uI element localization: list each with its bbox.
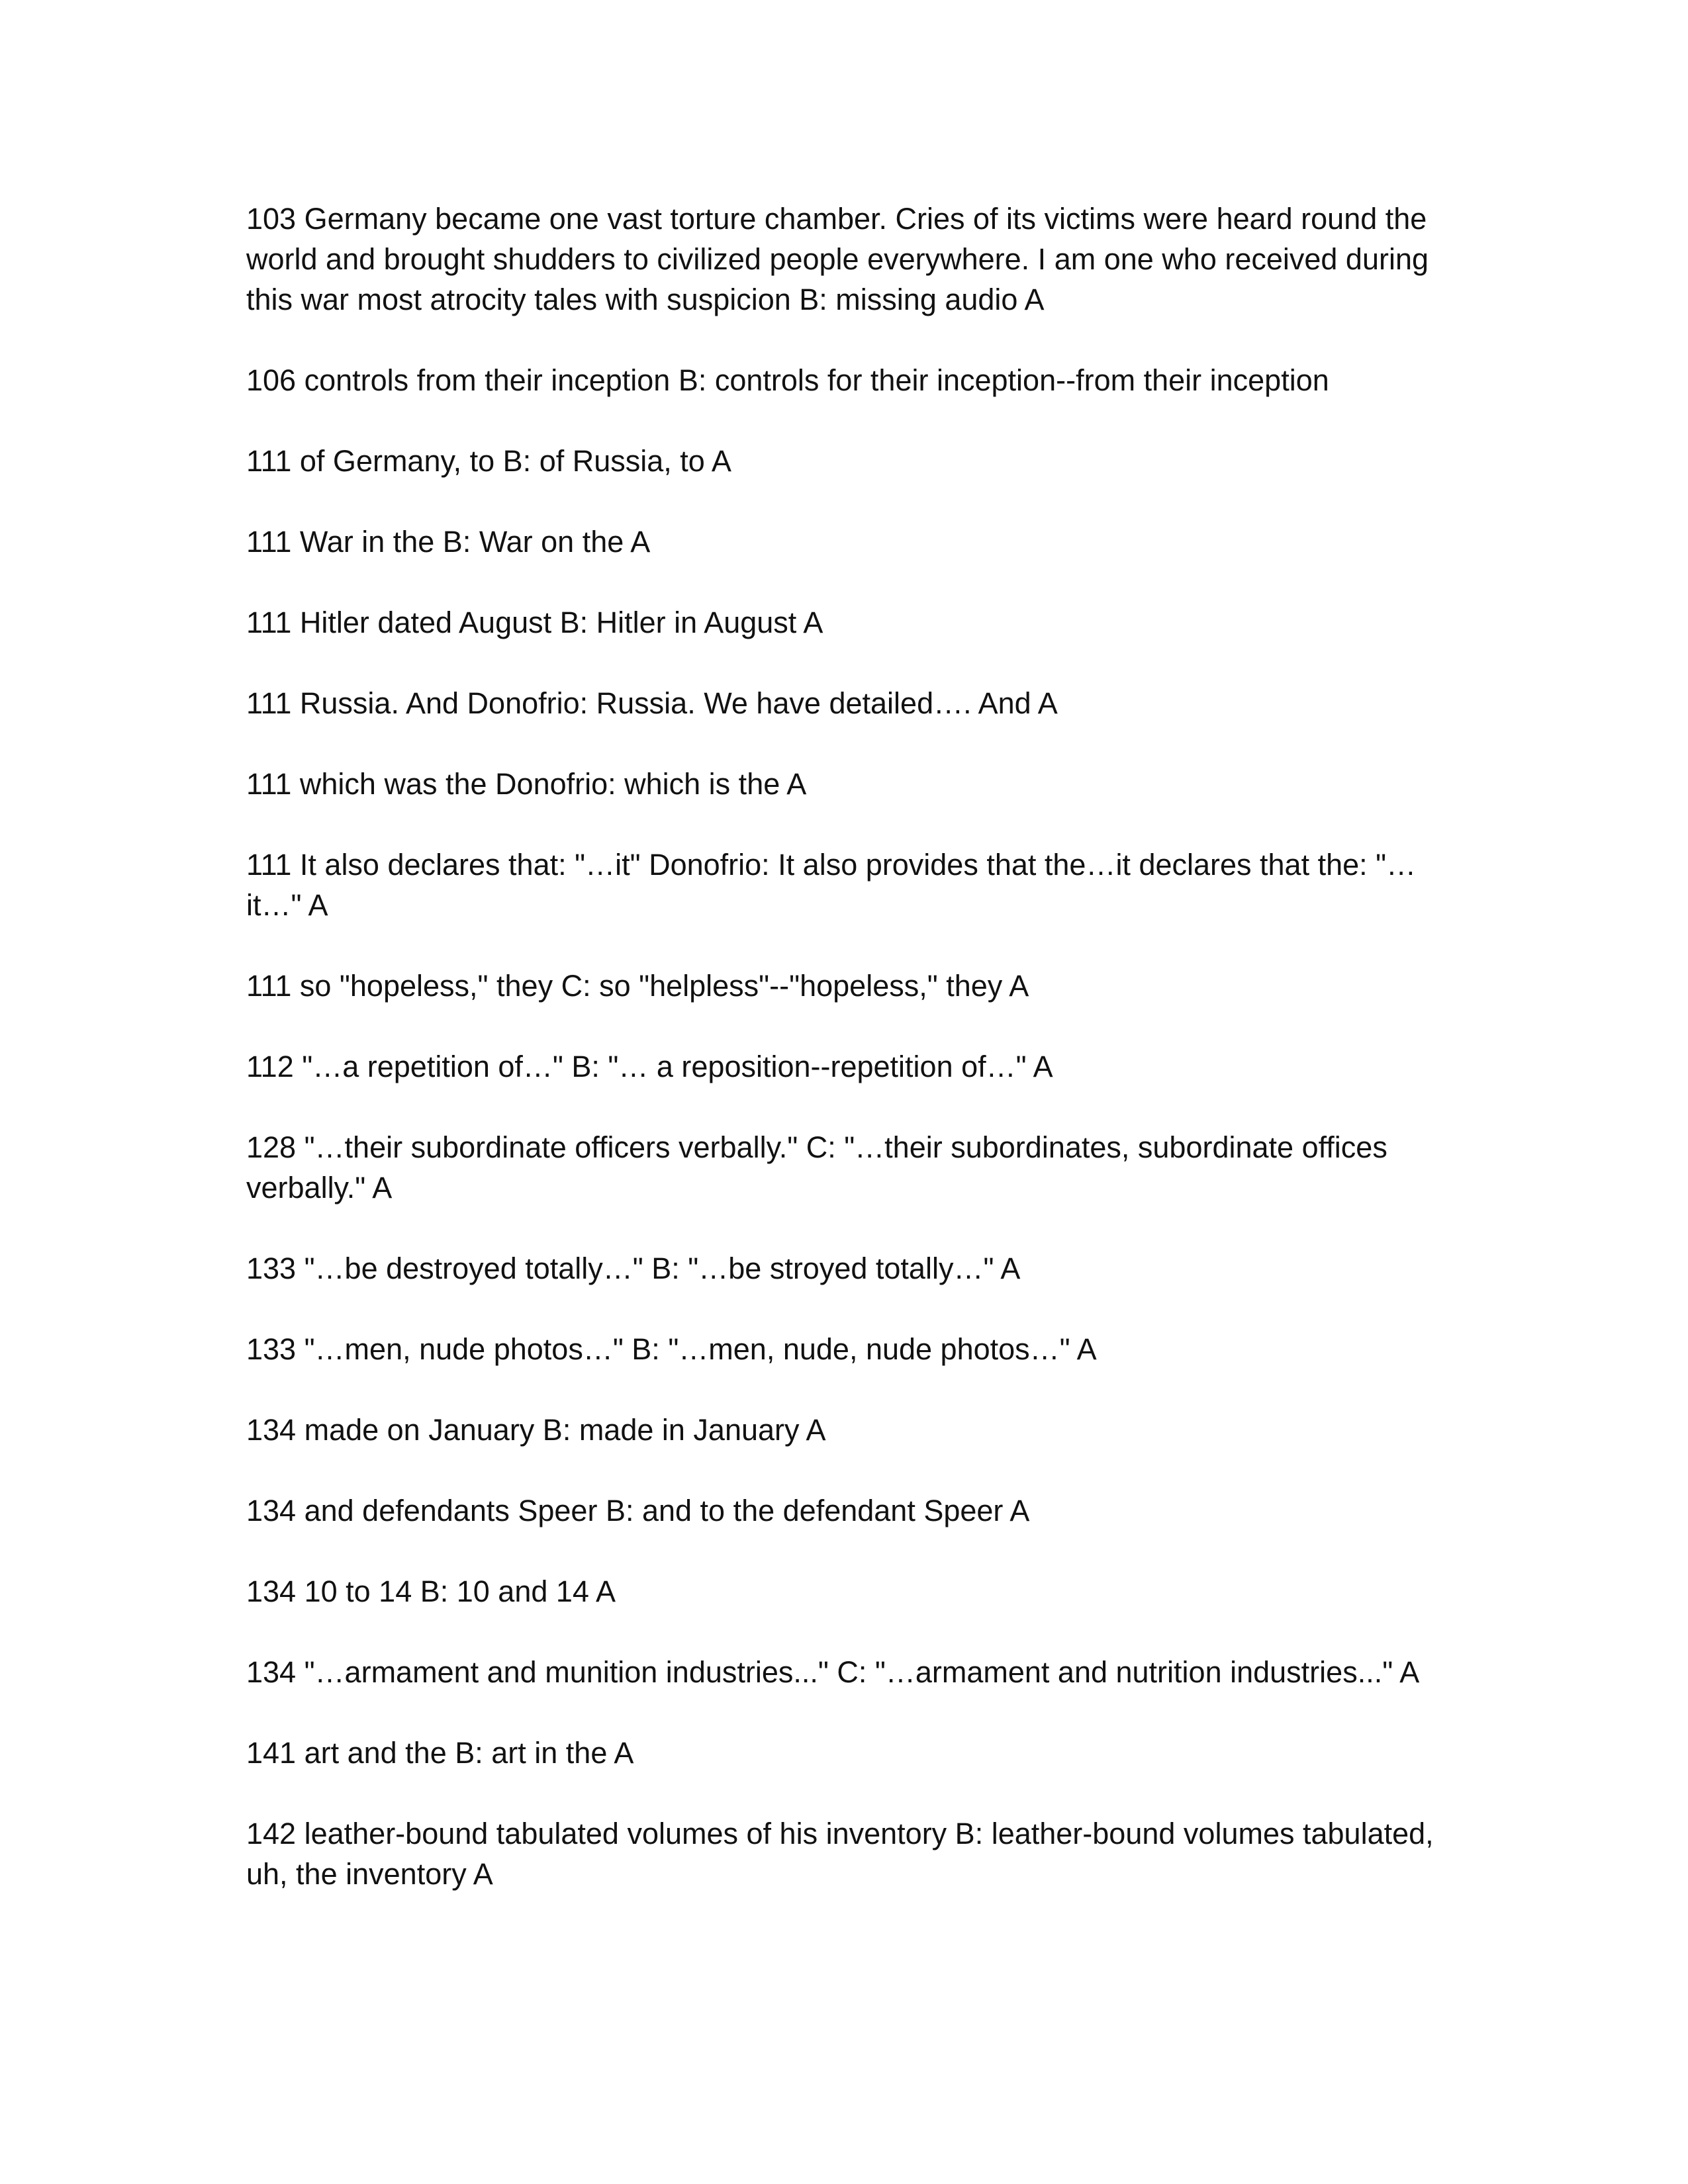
correction-entry: 112 "…a repetition of…" B: "… a reposition--repetition of…" A	[246, 1050, 1053, 1083]
correction-entry: 111 It also declares that: "…it" Donofrio: It also provides that the…it declares that the: "…it…" A	[246, 848, 1417, 922]
correction-entry: 106 controls from their inception B: controls for their inception--from their inception	[246, 363, 1329, 397]
correction-entry: 111 Russia. And Donofrio: Russia. We have detailed…. And A	[246, 686, 1058, 720]
correction-entry: 111 Hitler dated August B: Hitler in August A	[246, 606, 823, 639]
correction-entry: 134 made on January B: made in January A	[246, 1413, 826, 1447]
document-body	[246, 199, 1438, 1894]
correction-entry: 141 art and the B: art in the A	[246, 1736, 634, 1770]
correction-entry: 142 leather-bound tabulated volumes of his inventory B: leather-bound volumes tabulated, uh, the inventory A	[246, 1817, 1434, 1891]
correction-entry: 111 of Germany, to B: of Russia, to A	[246, 444, 731, 478]
correction-entry: 133 "…be destroyed totally…" B: "…be stroyed totally…" A	[246, 1251, 1021, 1285]
correction-entry: 134 and defendants Speer B: and to the defendant Speer A	[246, 1494, 1030, 1527]
correction-entry: 133 "…men, nude photos…" B: "…men, nude, nude photos…" A	[246, 1332, 1097, 1366]
correction-entry: 134 "…armament and munition industries..." C: "…armament and nutrition industries..." A	[246, 1655, 1420, 1689]
correction-entry: 134 10 to 14 B: 10 and 14 A	[246, 1574, 616, 1608]
correction-entry: 111 so "hopeless," they C: so "helpless"--"hopeless," they A	[246, 969, 1029, 1003]
correction-entry: 103 Germany became one vast torture chamber. Cries of its victims were heard round the world and brought shudders to civilized people everywhere. I am one who received during this war most atrocity tales with suspicion B: missing audio A	[246, 202, 1429, 316]
correction-entry: 111 which was the Donofrio: which is the A	[246, 767, 807, 801]
correction-entry: 111 War in the B: War on the A	[246, 525, 651, 559]
correction-entry: 128 "…their subordinate officers verbally." C: "…their subordinates, subordinate offices verbally." A	[246, 1130, 1387, 1205]
